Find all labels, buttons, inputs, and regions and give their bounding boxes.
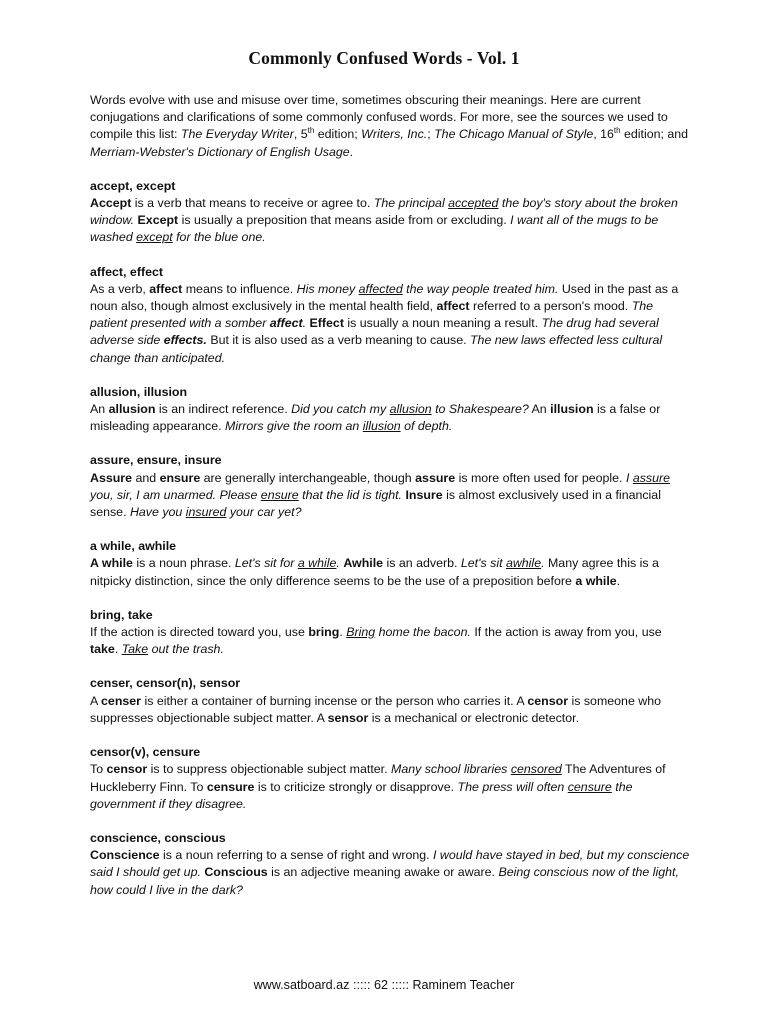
text-run: a while [297, 556, 337, 571]
entry [90, 178, 690, 247]
entry-heading: censer, censor(n), sensor [90, 676, 241, 691]
text-run: . [349, 144, 354, 159]
text-run: is a verb that means to receive or agree to. [131, 196, 374, 211]
text-run: th [613, 126, 621, 136]
text-run: ensure [260, 487, 299, 502]
text-run: I would have stayed in bed, but my conscience said I should get up. [90, 848, 690, 880]
text-run: are generally interchangeable, though [200, 470, 416, 485]
entry-heading: affect, effect [90, 264, 163, 279]
text-run: Conscience [90, 848, 160, 863]
entry-list [90, 178, 690, 899]
text-run: assure [632, 470, 671, 485]
text-run: Writers, Inc. [361, 127, 428, 142]
text-run: His money [296, 281, 359, 296]
text-run: allusion [108, 402, 156, 417]
text-run: As a verb, [90, 281, 150, 296]
text-run: referred to a person's mood. [469, 299, 632, 314]
text-run: is an adverb. [383, 556, 461, 571]
text-run: A [90, 693, 102, 708]
intro-paragraph [90, 92, 690, 161]
text-run: of depth. [400, 419, 453, 434]
text-run: The Adventures of Huckleberry Finn. To [90, 762, 666, 794]
entry-heading: allusion, illusion [90, 384, 188, 399]
text-run: you, sir, I am unarmed. Please [90, 487, 261, 502]
page-footer: www.satboard.az ::::: 62 ::::: Raminem Teacher [253, 978, 515, 992]
text-run: is a noun referring to a sense of right and wrong. [159, 848, 434, 863]
text-run: I want all of the mugs to be washed [90, 213, 659, 245]
text-run: the government if they disagree. [90, 779, 633, 811]
text-run: A while [90, 556, 133, 571]
text-run: Insure [405, 487, 443, 502]
text-run: awhile [505, 556, 542, 571]
text-run: is an indirect reference. [155, 402, 292, 417]
entry [90, 452, 690, 521]
text-run: is a mechanical or electronic detector. [368, 710, 580, 725]
entry [90, 744, 690, 813]
entry-definition [90, 761, 690, 813]
text-run: Let's sit for [234, 556, 298, 571]
text-run: effects. [163, 333, 207, 348]
text-run: Conscious [204, 865, 268, 880]
entry [90, 384, 690, 436]
text-run: is an adjective meaning awake or aware. [267, 865, 499, 880]
text-run: Awhile [343, 556, 384, 571]
text-run: Mirrors give the room an [225, 419, 363, 434]
text-run: Merriam-Webster's Dictionary of English Usage [90, 144, 350, 159]
text-run: ; [427, 127, 435, 142]
text-run: . [302, 316, 307, 331]
text-run: Have you [129, 505, 186, 520]
text-run: Accept [90, 196, 132, 211]
text-run: accepted [448, 196, 499, 211]
text-run: The drug had several adverse side [90, 316, 659, 348]
entry-definition [90, 281, 690, 367]
entry-heading: conscience, conscious [90, 830, 226, 845]
text-run: is almost exclusively used in a financial sense. [90, 487, 661, 520]
text-run: is a noun phrase. [132, 556, 235, 571]
text-run: is someone who suppresses objectionable subject matter. A [90, 693, 662, 725]
text-run: Did you catch my [291, 402, 390, 417]
text-run: I [625, 470, 633, 485]
text-run: is usually a noun meaning a result. [343, 316, 542, 331]
text-run: . [541, 556, 545, 571]
text-run: censor [527, 693, 569, 708]
text-run: affect [269, 316, 303, 331]
text-run: affected [358, 281, 403, 296]
text-run: censure [206, 779, 255, 794]
text-run: censure [567, 779, 612, 794]
text-run: is usually a preposition that means aside from or excluding. [178, 213, 511, 228]
text-run: illusion [550, 402, 594, 417]
entry-heading: accept, except [90, 178, 176, 193]
text-run: Effect [309, 316, 344, 331]
entry-heading: a while, awhile [90, 539, 177, 554]
text-run: that the lid is tight. [298, 487, 402, 502]
text-run: Assure [90, 470, 133, 485]
text-run: edition; and [620, 127, 689, 142]
text-run: means to influence. [182, 281, 297, 296]
entry [90, 830, 690, 899]
text-run: home the bacon. [375, 625, 471, 640]
text-run: your car yet? [226, 505, 302, 520]
entry [90, 675, 690, 727]
entry-heading: assure, ensure, insure [90, 453, 222, 468]
entry [90, 538, 690, 590]
text-run: is a false or misleading appearance. [90, 402, 661, 434]
text-run: The patient presented with a somber [90, 299, 654, 331]
text-run: Many school libraries [391, 762, 511, 777]
entry-definition [90, 693, 690, 727]
text-run: . [114, 642, 122, 657]
text-run: illusion [362, 419, 401, 434]
text-run: An [90, 402, 109, 417]
document-body [90, 92, 690, 916]
entry-definition [90, 470, 690, 522]
text-run: censored [510, 762, 562, 777]
text-run: Many agree this is a nitpicky distinction, since the only difference seems to be the use of a preposition before [90, 556, 659, 588]
text-run: the boy's story about the broken window. [90, 196, 678, 228]
text-run: To [90, 762, 107, 777]
text-run: But it is also used as a verb meaning to cause. [206, 333, 470, 348]
text-run: censor [106, 762, 148, 777]
entry-definition [90, 555, 690, 589]
text-run: Let's sit [460, 556, 506, 571]
text-run: Words evolve with use and misuse over time, sometimes obscuring their meanings. Here are current conjugations and clarifications of some commonly confused words. For more, see the sources we used to compile this list: [90, 93, 668, 142]
entry-definition [90, 847, 690, 899]
text-run: assure [415, 470, 456, 485]
text-run: ensure [159, 470, 201, 485]
text-run: The press will often [457, 779, 568, 794]
text-run: except [136, 230, 173, 245]
text-run: th [307, 126, 315, 136]
text-run: Take [121, 642, 149, 657]
entry [90, 264, 690, 367]
text-run: the way people treated him. [402, 281, 559, 296]
text-run: is to suppress objectionable subject matter. [147, 762, 391, 777]
page-title: Commonly Confused Words - Vol. 1 [248, 48, 520, 68]
text-run: take [90, 642, 115, 657]
text-run: affect [436, 299, 470, 314]
text-run: Used in the past as a noun also, though almost exclusively in the mental health field, [90, 281, 679, 314]
text-run: Being conscious now of the light, how could I live in the dark? [90, 865, 679, 897]
text-run: is more often used for people. [455, 470, 626, 485]
entry-definition [90, 624, 690, 658]
text-run: out the trash. [148, 642, 224, 657]
text-run: sensor [327, 710, 369, 725]
text-run: Except [137, 213, 179, 228]
text-run: . [336, 556, 340, 571]
text-run: If the action is directed toward you, use [90, 625, 309, 640]
text-run: to Shakespeare? [431, 402, 529, 417]
entry-heading: bring, take [90, 607, 153, 622]
entry [90, 607, 690, 659]
text-run: and [132, 470, 160, 485]
entry-definition [90, 195, 690, 247]
text-run: for the blue one. [172, 230, 266, 245]
text-run: . [616, 573, 621, 588]
text-run: is to criticize strongly or disapprove. [254, 779, 458, 794]
text-run: , 5 [293, 127, 308, 142]
text-run: censer [101, 693, 141, 708]
text-run: insured [185, 505, 227, 520]
entry-heading: censor(v), censure [90, 745, 201, 760]
text-run: The new laws effected less cultural change than anticipated. [90, 333, 663, 365]
entry-definition [90, 401, 690, 435]
text-run: If the action is away from you, use [470, 625, 662, 640]
text-run: allusion [389, 402, 432, 417]
text-run: , 16 [593, 127, 614, 142]
text-run: The Everyday Writer [180, 127, 294, 142]
text-run: An [528, 402, 551, 417]
text-run: Bring [346, 625, 376, 640]
text-run: The Chicago Manual of Style [434, 127, 594, 142]
text-run: edition; [314, 127, 362, 142]
text-run: . [339, 625, 347, 640]
text-run: affect [149, 281, 183, 296]
text-run: The principal [373, 196, 449, 211]
text-run: a while [575, 573, 617, 588]
text-run: is either a container of burning incense or the person who carries it. A [141, 693, 528, 708]
text-run: bring [308, 625, 340, 640]
